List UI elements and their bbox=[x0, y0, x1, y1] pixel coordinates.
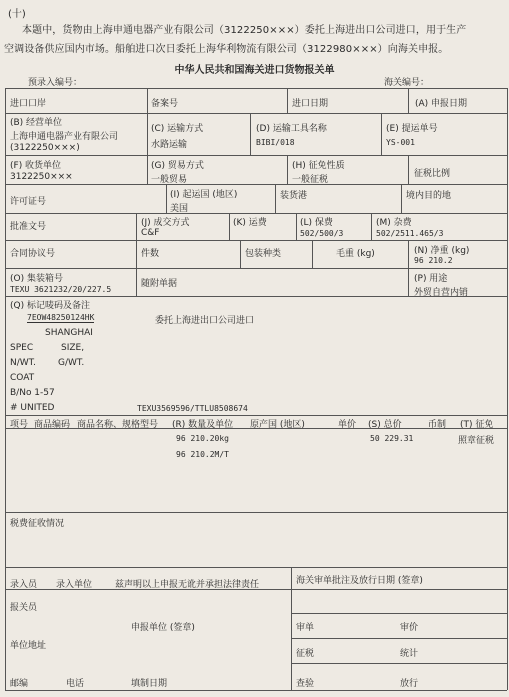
usage-value: 外贸自营内销 bbox=[414, 288, 469, 298]
price-audit-label: 审价 bbox=[400, 623, 419, 633]
col-total-price: (S) 总价 bbox=[368, 420, 402, 430]
goods-total-price: 50 229.31 bbox=[370, 434, 414, 443]
intro-line-1: 本题中，货物由上海申通电器产业有限公司（3122250×××）委托上海进出口公司进口，用于生产 bbox=[22, 25, 467, 36]
mark-net-weight: N/WT. bbox=[10, 358, 36, 368]
fill-date-label: 填制日期 bbox=[131, 679, 168, 689]
import-port-label: 进口口岸 bbox=[10, 99, 47, 109]
declarer-label: 报关员 bbox=[10, 603, 38, 613]
goods-qty-kg: 96 210.20kg bbox=[176, 434, 229, 443]
transport-mode-label: (C) 运输方式 bbox=[151, 124, 204, 134]
net-weight-value: 96 210.2 bbox=[414, 256, 453, 265]
col-quantity-unit: (R) 数量及单位 bbox=[172, 420, 234, 430]
net-weight-label: (N) 净重 (kg) bbox=[414, 246, 470, 256]
mark-spec: SPEC bbox=[10, 343, 34, 353]
bill-of-lading-value: YS-001 bbox=[386, 138, 415, 147]
business-unit-code: (3122250×××) bbox=[10, 143, 80, 153]
insurance-label: (L) 保费 bbox=[300, 218, 333, 228]
mark-bno: B/No 1-57 bbox=[10, 388, 55, 398]
document-audit-label: 审单 bbox=[296, 623, 315, 633]
tax-ratio-label: 征税比例 bbox=[414, 169, 451, 179]
pieces-label: 件数 bbox=[141, 249, 160, 259]
mark-code: 7EOW48250124HK bbox=[27, 313, 95, 322]
declare-date-label: (A) 申报日期 bbox=[415, 99, 468, 109]
statistics-label: 统计 bbox=[400, 649, 419, 659]
col-commodity-name: 商品名称、规格型号 bbox=[77, 420, 159, 430]
vessel-name-value: BIBI/018 bbox=[256, 138, 295, 147]
container-no-label: (O) 集装箱号 bbox=[10, 274, 63, 284]
inspection-label: 查验 bbox=[296, 679, 315, 689]
mark-gross-weight: G/WT. bbox=[58, 358, 85, 368]
agent-note: 委托上海进出口公司进口 bbox=[155, 316, 255, 326]
form-title: 中华人民共和国海关进口货物报关单 bbox=[174, 65, 335, 76]
vessel-name-label: (D) 运输工具名称 bbox=[256, 124, 327, 134]
insurance-value: 502/500/3 bbox=[300, 229, 344, 238]
approval-no-label: 批准文号 bbox=[10, 222, 47, 232]
mark-united: # UNITED bbox=[10, 403, 55, 413]
levy-label: 征税 bbox=[296, 649, 315, 659]
mark-containers: TEXU3569596/TTLU8508674 bbox=[137, 404, 248, 413]
declaration-statement: 兹声明以上申报无讹并承担法律责任 bbox=[115, 580, 260, 590]
license-no-label: 许可证号 bbox=[10, 197, 47, 207]
phone-label: 电话 bbox=[66, 679, 85, 689]
origin-country-label: (I) 起运国 (地区) bbox=[170, 190, 238, 200]
usage-label: (P) 用途 bbox=[414, 274, 448, 284]
contract-no-label: 合同协议号 bbox=[10, 249, 56, 259]
col-origin-country: 原产国 (地区) bbox=[250, 420, 305, 430]
tax-levy-label: 税费征收情况 bbox=[10, 519, 65, 529]
customs-approval-title: 海关审单批注及放行日期 (签章) bbox=[296, 576, 423, 586]
container-no-value: TEXU 3621232/20/227.5 bbox=[10, 285, 112, 294]
transport-mode-value: 水路运输 bbox=[151, 140, 188, 150]
record-no-label: 备案号 bbox=[151, 99, 179, 109]
gross-weight-label: 毛重 (kg) bbox=[336, 249, 375, 259]
col-exemption: (T) 征免 bbox=[460, 420, 494, 430]
origin-country-value: 美国 bbox=[170, 204, 189, 214]
entry-clerk-label: 录入员 bbox=[10, 580, 38, 590]
business-unit-label: (B) 经营单位 bbox=[10, 118, 63, 128]
loading-port-label: 装货港 bbox=[280, 191, 308, 201]
unit-address-label: 单位地址 bbox=[10, 641, 47, 651]
freight-label: (K) 运费 bbox=[233, 218, 267, 228]
mark-city: SHANGHAI bbox=[45, 328, 93, 338]
business-unit-name: 上海申通电器产业有限公司 bbox=[10, 132, 119, 142]
marks-remarks-label: (Q) 标记唛码及备注 bbox=[10, 301, 90, 311]
bill-of-lading-label: (E) 提运单号 bbox=[386, 124, 438, 134]
postcode-label: 邮编 bbox=[10, 679, 29, 689]
package-type-label: 包装种类 bbox=[245, 249, 282, 259]
domestic-destination-label: 境内目的地 bbox=[406, 191, 452, 201]
trade-mode-value: 一般贸易 bbox=[151, 175, 188, 185]
receiver-label: (F) 收货单位 bbox=[10, 161, 62, 171]
customs-no-label: 海关编号： bbox=[384, 78, 430, 88]
attached-docs-label: 随附单据 bbox=[141, 279, 178, 289]
import-date-label: 进口日期 bbox=[292, 99, 329, 109]
preentry-label: 预录入编号： bbox=[28, 78, 83, 88]
misc-fee-label: (M) 杂费 bbox=[376, 218, 412, 228]
intro-line-2: 空调设备供应国内市场。船舶进口次日委托上海华利物流有限公司（3122980×××）向海关申报。 bbox=[4, 44, 449, 55]
deal-terms-label: (J) 成交方式 bbox=[141, 218, 190, 228]
mark-size: SIZE, bbox=[61, 343, 85, 353]
col-unit-price: 单价 bbox=[338, 420, 357, 430]
release-label: 放行 bbox=[400, 679, 419, 689]
col-commodity-code: 商品编码 bbox=[34, 420, 71, 430]
goods-exemption: 照章征税 bbox=[458, 436, 495, 446]
levy-nature-label: (H) 征免性质 bbox=[292, 161, 345, 171]
col-currency: 币制 bbox=[428, 420, 447, 430]
trade-mode-label: (G) 贸易方式 bbox=[151, 161, 204, 171]
goods-qty-mt: 96 210.2M/T bbox=[176, 450, 229, 459]
receiver-value: 3122250××× bbox=[10, 172, 73, 182]
misc-fee-value: 502/2511.465/3 bbox=[376, 229, 444, 238]
deal-terms-value: C&F bbox=[141, 228, 160, 238]
levy-nature-value: 一般征税 bbox=[292, 175, 329, 185]
question-number: (十) bbox=[8, 9, 26, 20]
col-item-no: 项号 bbox=[10, 420, 29, 430]
mark-coat: COAT bbox=[10, 373, 35, 383]
declare-unit-sign-label: 申报单位 (签章) bbox=[131, 623, 195, 633]
entry-unit-label: 录入单位 bbox=[56, 580, 93, 590]
